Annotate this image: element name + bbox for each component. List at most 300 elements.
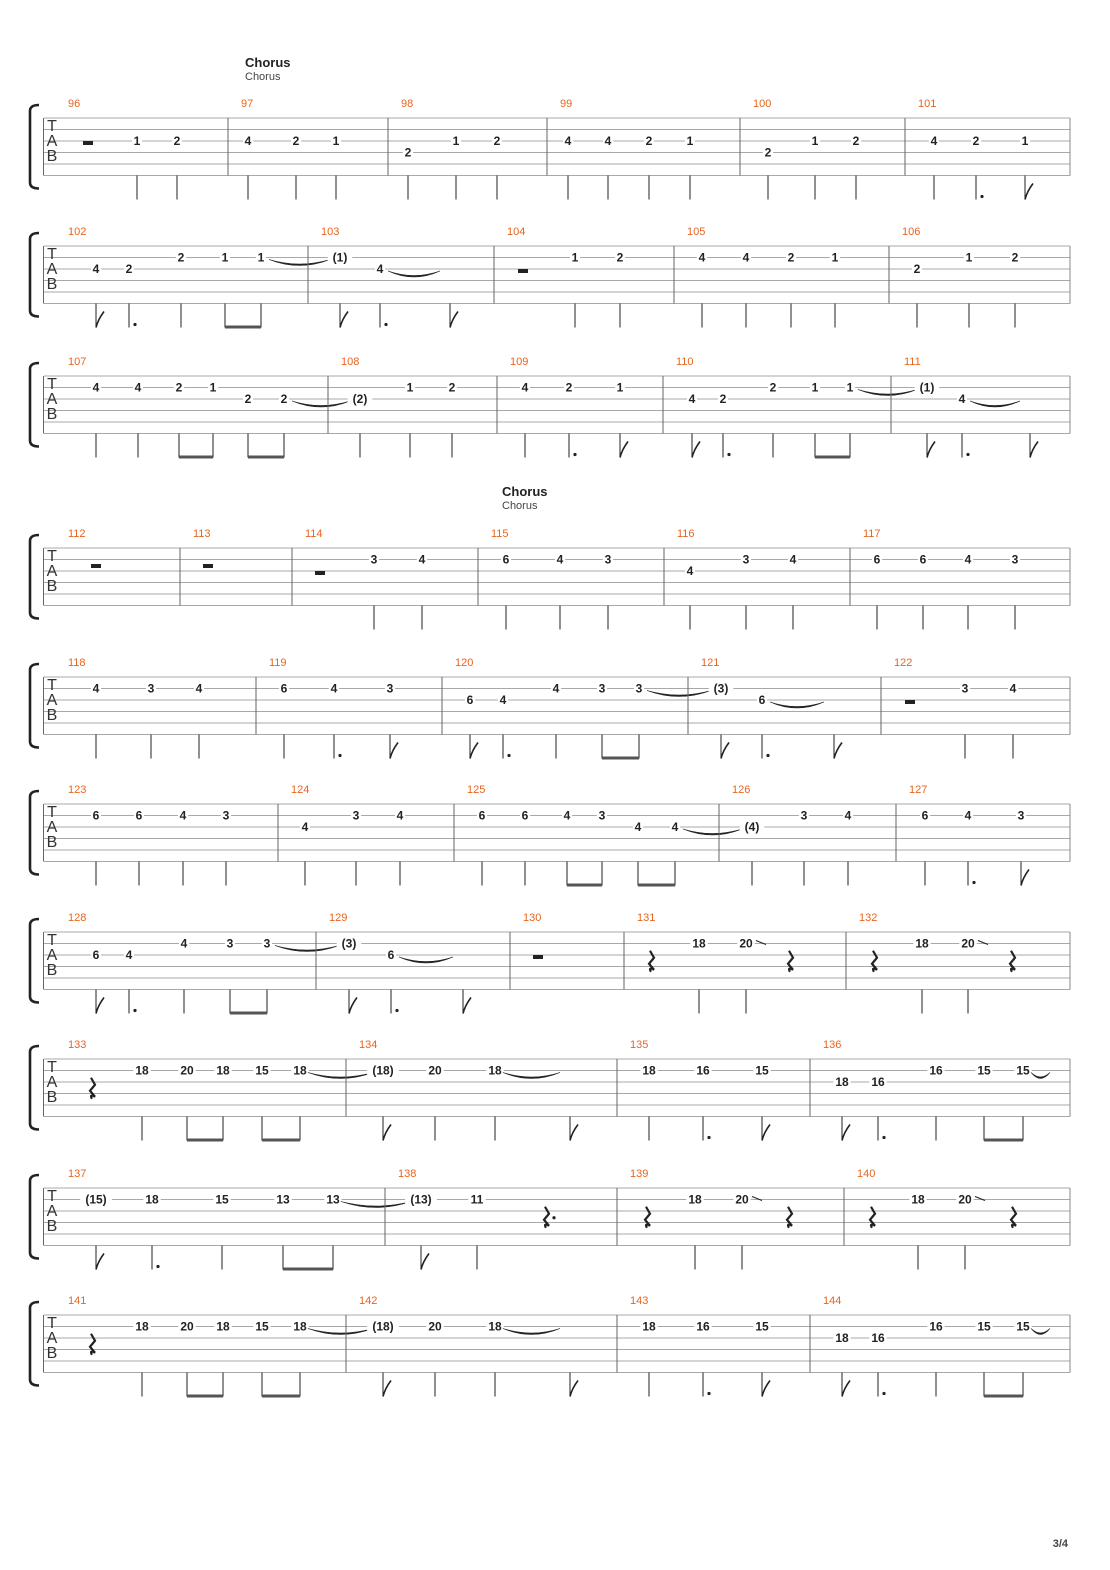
note-flag [570, 1381, 578, 1397]
section-subtitle: Chorus [502, 500, 538, 512]
fret-number: 6 [466, 693, 474, 707]
fret-number: 6 [92, 948, 100, 962]
beam [187, 1395, 223, 1398]
fret-number: 15 [255, 1063, 269, 1078]
measure-number: 128 [68, 912, 87, 924]
quarter-rest [870, 1207, 875, 1228]
fret-number: 2 [972, 134, 980, 148]
fret-number: 6 [280, 681, 288, 696]
fret-number: 15 [215, 1192, 229, 1207]
fret-number: (15) [85, 1192, 107, 1207]
fret-number: 18 [216, 1319, 230, 1334]
fret-number: 2 [565, 380, 573, 395]
fret-number: 4 [742, 250, 750, 265]
tab-clef-letter: T [47, 548, 57, 565]
fret-number: 2 [1011, 250, 1019, 265]
tab-clef-letter: T [47, 246, 57, 263]
fret-number: 4 [301, 820, 309, 834]
dot [507, 754, 510, 757]
note-flag [463, 998, 471, 1014]
fret-number: 20 [180, 1319, 194, 1334]
measure-number: 135 [630, 1039, 649, 1051]
quarter-rest [645, 1207, 650, 1228]
tab-system [30, 356, 1070, 459]
half-rest [905, 700, 915, 704]
measure-number: 137 [68, 1168, 87, 1180]
measure-number: 139 [630, 1168, 649, 1180]
fret-number: 1 [133, 134, 141, 148]
measure-number: 140 [857, 1168, 876, 1180]
tab-clef-letter: T [47, 1315, 57, 1332]
tab-system [30, 226, 1070, 329]
fret-number: 3 [604, 552, 612, 567]
quarter-rest [90, 1078, 95, 1099]
tie [683, 829, 742, 835]
measure-number: 132 [859, 912, 878, 924]
tab-clef-letter: A [46, 563, 58, 580]
beam [984, 1139, 1023, 1142]
system-bracket [30, 791, 39, 875]
fret-number: 18 [642, 1063, 656, 1078]
fret-number: 15 [977, 1063, 991, 1078]
dot [133, 323, 136, 326]
fret-number: (3) [341, 936, 357, 951]
tie [269, 260, 330, 266]
fret-number: 6 [502, 552, 510, 567]
measure-number: 118 [68, 657, 86, 669]
measure-number: 120 [455, 657, 474, 669]
fret-number: 3 [226, 936, 234, 951]
measure-number: 101 [918, 98, 937, 110]
tab-clef-letter: A [46, 1074, 58, 1091]
system-bracket [30, 1046, 39, 1130]
fret-number: 4 [552, 681, 560, 696]
tie [858, 390, 917, 396]
fret-number: 18 [293, 1063, 307, 1078]
fret-number: 6 [919, 552, 927, 567]
note-flag [1030, 442, 1038, 458]
quarter-rest [649, 951, 654, 972]
measure-number: 104 [507, 226, 526, 238]
fret-number: 3 [598, 808, 606, 823]
fret-number: 4 [125, 948, 133, 962]
tie [292, 401, 350, 407]
note-flag [762, 1125, 770, 1141]
fret-number: (13) [410, 1192, 432, 1207]
beam [262, 1139, 300, 1142]
fret-number: 16 [929, 1063, 943, 1078]
note-flag [421, 1254, 429, 1270]
fret-number: 1 [1021, 134, 1029, 148]
tab-clef-letter: T [47, 677, 57, 694]
fret-number: 18 [915, 936, 929, 951]
fret-number: 18 [293, 1319, 307, 1334]
fret-number: 1 [452, 134, 460, 148]
fret-number: 16 [696, 1319, 710, 1334]
note-flag [383, 1381, 391, 1397]
tab-system [30, 528, 1070, 630]
dot [707, 1392, 710, 1395]
tab-clef-letter: A [46, 391, 58, 408]
fret-number: 4 [930, 134, 938, 148]
measure-number: 119 [269, 657, 287, 669]
fret-number: 4 [564, 134, 572, 148]
note-flag [96, 1254, 104, 1270]
tab-clef-letter: T [47, 1059, 57, 1076]
note-flag [1021, 870, 1029, 886]
note-flag [927, 442, 935, 458]
dot [707, 1136, 710, 1139]
fret-number: 4 [92, 380, 100, 395]
dot [727, 453, 730, 456]
measure-number: 133 [68, 1039, 87, 1051]
fret-number: (1) [332, 250, 348, 265]
quarter-rest [787, 1207, 792, 1228]
fret-number: 15 [977, 1319, 991, 1334]
note-flag [349, 998, 357, 1014]
fret-number: 11 [470, 1192, 484, 1207]
fret-number: 3 [598, 681, 606, 696]
measure-number: 143 [630, 1295, 649, 1307]
fret-number: 4 [686, 564, 694, 578]
measure-number: 141 [68, 1295, 87, 1307]
fret-number: 2 [787, 250, 795, 265]
fret-number: 18 [692, 936, 706, 951]
fret-number: 2 [852, 134, 860, 148]
fret-number: 4 [604, 134, 612, 148]
dot [552, 1216, 555, 1219]
fret-number: 3 [222, 808, 230, 823]
fret-number: 4 [698, 250, 706, 265]
fret-number: (3) [713, 681, 729, 696]
fret-number: 13 [276, 1192, 290, 1207]
system-bracket [30, 919, 39, 1003]
tab-clef-letter: A [46, 692, 58, 709]
fret-number: 4 [396, 808, 404, 823]
fret-number: 2 [769, 380, 777, 395]
measure-number: 126 [732, 784, 751, 796]
measure-number: 115 [491, 528, 509, 540]
tab-clef-letter: A [46, 133, 58, 150]
tab-clef-letter: B [46, 834, 58, 851]
measure-number: 112 [68, 528, 86, 540]
fret-number: 18 [835, 1331, 849, 1345]
beam [225, 326, 261, 329]
measure-number: 116 [677, 528, 695, 540]
page-number: 3/4 [1052, 1538, 1068, 1550]
measure-number: 97 [241, 98, 254, 110]
fret-number: 18 [135, 1319, 149, 1334]
fret-number: 20 [180, 1063, 194, 1078]
dot [766, 754, 769, 757]
beam [230, 1012, 267, 1015]
note-flag [842, 1381, 850, 1397]
tab-system [30, 98, 1070, 200]
fret-number: 3 [1017, 808, 1025, 823]
quarter-rest [544, 1207, 549, 1228]
tie [503, 1329, 560, 1335]
fret-number: 4 [330, 681, 338, 696]
quarter-rest [1011, 1207, 1016, 1228]
measure-number: 96 [68, 98, 81, 110]
fret-number: 18 [488, 1063, 502, 1078]
fret-number: 2 [645, 134, 653, 148]
measure-number: 127 [909, 784, 928, 796]
dot [882, 1392, 885, 1395]
fret-number: 4 [92, 681, 100, 696]
fret-number: 1 [221, 250, 229, 265]
fret-number: 1 [571, 250, 579, 265]
measure-number: 102 [68, 226, 87, 238]
dot [156, 1265, 159, 1268]
measure-number: 107 [68, 356, 87, 368]
fret-number: 4 [134, 380, 142, 395]
half-rest [83, 141, 93, 145]
fret-number: 4 [195, 681, 203, 696]
fret-number: 3 [800, 808, 808, 823]
fret-number: 18 [216, 1063, 230, 1078]
tab-clef-letter: B [46, 578, 58, 595]
measure-number: 130 [523, 912, 542, 924]
fret-number: 18 [688, 1192, 702, 1207]
measure-number: 121 [701, 657, 720, 669]
system-bracket [30, 233, 39, 317]
tab-clef-letter: B [46, 1089, 58, 1106]
fret-number: 2 [177, 250, 185, 265]
tab-system [30, 657, 1070, 760]
measure-number: 114 [305, 528, 323, 540]
dot [966, 453, 969, 456]
tie [388, 271, 440, 277]
measure-number: 111 [904, 356, 921, 368]
fret-number: 18 [835, 1075, 849, 1089]
fret-number: 3 [386, 681, 394, 696]
tab-clef-letter: A [46, 1203, 58, 1220]
note-flag [620, 442, 628, 458]
fret-number: 4 [563, 808, 571, 823]
system-bracket [30, 105, 39, 189]
beam [567, 884, 602, 887]
tab-clef-letter: B [46, 276, 58, 293]
fret-number: 2 [173, 134, 181, 148]
measure-number: 100 [753, 98, 772, 110]
fret-number: 2 [448, 380, 456, 395]
beam [179, 456, 213, 459]
beam [638, 884, 675, 887]
fret-number: (18) [372, 1319, 394, 1334]
tab-system [30, 784, 1070, 887]
tie [503, 1073, 560, 1079]
measure-number: 136 [823, 1039, 842, 1051]
note-flag [390, 743, 398, 759]
measure-number: 131 [637, 912, 656, 924]
note-flag [834, 743, 842, 759]
tab-clef-letter: B [46, 962, 58, 979]
fret-number: 6 [921, 808, 929, 823]
fret-number: (1) [919, 380, 935, 395]
fret-number: (2) [352, 392, 368, 406]
quarter-rest [872, 951, 877, 972]
measure-number: 122 [894, 657, 913, 669]
tab-clef-letter: B [46, 148, 58, 165]
note-flag [450, 312, 458, 328]
fret-number: 16 [871, 1331, 885, 1345]
tab-system [30, 1168, 1070, 1271]
fret-number: 3 [635, 681, 643, 696]
fret-number: 4 [634, 820, 642, 834]
fret-number: 1 [406, 380, 414, 395]
tab-clef-letter: A [46, 819, 58, 836]
note-flag [692, 442, 700, 458]
tie [308, 1073, 373, 1079]
tie [1031, 1073, 1050, 1079]
fret-number: 4 [418, 552, 426, 567]
measure-number: 129 [329, 912, 348, 924]
measure-number: 125 [467, 784, 486, 796]
fret-number: 1 [811, 380, 819, 395]
tab-clef-letter: A [46, 1330, 58, 1347]
tie [1031, 1329, 1050, 1335]
fret-number: 2 [404, 145, 412, 160]
tie [399, 957, 453, 963]
measure-number: 103 [321, 226, 340, 238]
beam [602, 757, 639, 760]
system-bracket [30, 664, 39, 748]
measure-number: 124 [291, 784, 310, 796]
fret-number: 1 [831, 250, 839, 265]
system-bracket [30, 1175, 39, 1259]
fret-number: 4 [671, 820, 679, 834]
fret-number: 20 [739, 936, 753, 951]
fret-number: 15 [755, 1063, 769, 1078]
fret-number: 6 [135, 808, 143, 823]
note-flag [383, 1125, 391, 1141]
measure-number: 106 [902, 226, 921, 238]
fret-number: 1 [257, 250, 265, 265]
note-flag [96, 312, 104, 328]
fret-number: 3 [961, 681, 969, 696]
fret-number: 6 [521, 808, 529, 823]
dot [395, 1009, 398, 1012]
dot [972, 881, 975, 884]
measure-number: 109 [510, 356, 529, 368]
fret-number: 4 [958, 392, 966, 406]
section-title: Chorus [502, 484, 548, 499]
note-flag [762, 1381, 770, 1397]
fret-number: 18 [135, 1063, 149, 1078]
fret-number: 1 [811, 134, 819, 148]
measure-number: 134 [359, 1039, 378, 1051]
tie [647, 691, 711, 697]
fret-number: 1 [332, 134, 340, 148]
fret-number: 18 [911, 1192, 925, 1207]
fret-number: 4 [180, 936, 188, 951]
fret-number: 4 [688, 392, 696, 406]
fret-number: 2 [493, 134, 501, 148]
note-flag [570, 1125, 578, 1141]
measure-number: 142 [359, 1295, 378, 1307]
fret-number: 3 [147, 681, 155, 696]
fret-number: 3 [1011, 552, 1019, 567]
tie [275, 946, 339, 952]
fret-number: 4 [179, 808, 187, 823]
tab-clef-letter: B [46, 406, 58, 423]
tab-clef-letter: B [46, 1345, 58, 1362]
system-bracket [30, 1302, 39, 1386]
half-rest [315, 571, 325, 575]
fret-number: 2 [616, 250, 624, 265]
note-flag [842, 1125, 850, 1141]
measure-number: 113 [193, 528, 211, 540]
fret-number: 20 [958, 1192, 972, 1207]
dot [882, 1136, 885, 1139]
fret-number: 15 [755, 1319, 769, 1334]
dot [338, 754, 341, 757]
fret-number: 1 [616, 380, 624, 395]
fret-number: 3 [370, 552, 378, 567]
fret-number: 2 [913, 262, 921, 276]
tie [341, 1202, 411, 1208]
fret-number: 18 [642, 1319, 656, 1334]
fret-number: 6 [478, 808, 486, 823]
tab-clef-letter: T [47, 804, 57, 821]
dot [133, 1009, 136, 1012]
fret-number: (4) [744, 820, 760, 834]
quarter-rest [90, 1334, 95, 1355]
dot [573, 453, 576, 456]
fret-number: 3 [352, 808, 360, 823]
note-flag [340, 312, 348, 328]
fret-number: 4 [92, 262, 100, 276]
tie [770, 702, 824, 708]
tab-system [30, 912, 1070, 1015]
measure-number: 144 [823, 1295, 842, 1307]
quarter-rest [1010, 951, 1015, 972]
fret-number: 2 [292, 134, 300, 148]
system-bracket [30, 535, 39, 619]
whole-rest [203, 564, 213, 568]
measure-number: 117 [863, 528, 881, 540]
fret-number: 20 [961, 936, 975, 951]
note-flag [96, 998, 104, 1014]
fret-number: (18) [372, 1063, 394, 1078]
fret-number: 2 [125, 262, 133, 276]
tie [970, 401, 1020, 407]
measure-number: 99 [560, 98, 573, 110]
fret-number: 1 [686, 134, 694, 148]
fret-number: 2 [175, 380, 183, 395]
beam [984, 1395, 1023, 1398]
system-bracket [30, 363, 39, 447]
fret-number: 1 [209, 380, 217, 395]
measure-number: 110 [676, 356, 694, 368]
fret-number: 16 [929, 1319, 943, 1334]
fret-number: 4 [1009, 681, 1017, 696]
fret-number: 4 [376, 262, 384, 276]
fret-number: 16 [871, 1075, 885, 1089]
tab-clef-letter: B [46, 1218, 58, 1235]
tie [308, 1329, 373, 1335]
measure-number: 138 [398, 1168, 417, 1180]
tab-clef-letter: A [46, 261, 58, 278]
beam [248, 456, 284, 459]
section-subtitle: Chorus [245, 71, 281, 83]
fret-number: 6 [387, 948, 395, 962]
fret-number: 6 [758, 693, 766, 707]
fret-number: 3 [742, 552, 750, 567]
fret-number: 2 [764, 145, 772, 160]
dot [384, 323, 387, 326]
